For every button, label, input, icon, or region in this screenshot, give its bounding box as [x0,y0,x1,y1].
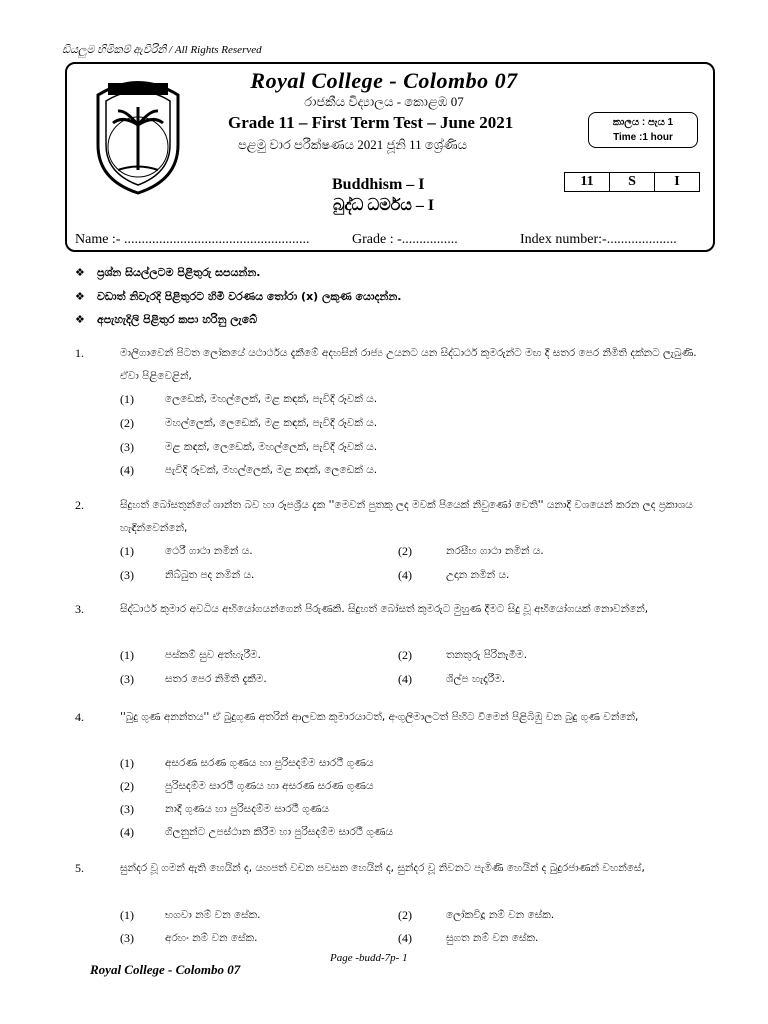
option-number: (2) [398,544,412,558]
question-text: සුන්දර වූ ගමන් ඇති හෙයින් ද, යහපත් වචන පවසන හෙයින් ද, සුන්දර වූ නිවනට පැමිණි හෙයින් ද බුදුරජාණන් වහන්සේ, [120,862,645,874]
option-number: (2) [120,416,134,430]
option-text[interactable]: නිබ්බුත පද නමින් ය. [165,569,255,581]
option-text[interactable]: ගිලනුන්ට උපස්ථාන කිරීම හා පුරිසදම්ම සාරථී ගුණය [165,826,394,838]
option-text[interactable]: සුගත නම් වන සේක. [446,932,539,944]
question-number: 5. [75,861,84,875]
question-text: සිදුහත් බෝසතුන්ගේ ශාන්ත බව හා රූපශ්‍රීය දැක ''මෙවන් පුතකු ලද මවක් පියෙක් නිවුණෝ වෙති'' යනාදි වශයෙන් කරන ලද ප්‍රකාශය හැඳින්වෙන්නේ, [120,499,693,534]
code-cell: I [654,173,699,191]
question-text: සිද්ධාර්ථ කුමාර අවධිය අභියෝගයන්ගෙන් පිරුණකි. සිදුහත් බෝසත් කුමරුට මුහුණ දීමට සිදු වූ අභියෝගයක් නොවන්නේ, [120,603,649,615]
exam-title: Grade 11 – First Term Test – June 2021 [228,113,514,132]
grade-field[interactable]: Grade : -................ [352,232,458,247]
rights-notice: ඩියලුම හිමිකම් ඇවිරිනි / All Rights Reserved [62,44,262,56]
option-text[interactable]: අරහං නම් වන සේක. [165,932,258,944]
option-text[interactable]: ථෙරී ගාථා නමින් ය. [165,545,253,557]
option-number: (1) [120,908,134,922]
instruction-item [75,290,401,304]
instruction-text: වඩාත් නිවැරදි පිළිතුරට හිමි වරණය තෝරා (x) ලකුණ යොදන්න. [97,290,402,303]
option-text[interactable]: ශිල්ප හැදෑරීම. [446,673,506,685]
school-name-sinhala: රාජකීය විද්‍යාලය - කොළඹ 07 [304,94,464,109]
option-number: (4) [398,931,412,945]
school-name: Royal College - Colombo 07 [250,68,518,93]
option-number: (4) [120,463,134,477]
option-text[interactable]: ලෝකවිදූ නම් වන සේක. [446,909,555,921]
question-number: 4. [75,710,84,724]
option-number: (3) [120,440,134,454]
instruction-text: අපැහැදිලි පිළිතුර කපා හරිනු ලැබේ [97,313,258,326]
option-number: (2) [120,779,134,793]
option-text[interactable]: මළ කඳක්, ලෙඩෙක්, මහල්ලෙක්, පැවිදි රූවක් ය. [165,441,378,453]
time-sinhala: කාලය : පැය 1 [612,117,674,128]
time-english: Time :1 hour [613,132,673,143]
instruction-text: ප්‍රශ්න සියල්ලටම පිළිතුරු සපයන්න. [97,266,261,279]
option-text[interactable]: නාදී ගුණය හා පුරිසදම්ම සාරථී ගුණය [165,803,329,815]
subject-title: Buddhism – I [332,176,425,193]
option-number: (4) [398,568,412,582]
code-cell: S [609,173,654,191]
page-number: Page -budd-7p- 1 [330,952,408,964]
instruction-item [75,313,257,327]
diamond-bullet-icon: ❖ [75,313,85,326]
option-text[interactable]: මහල්ලෙක්, ලෙඩෙක්, මළ කඳක්, පැවිදි රූවක් ය. [165,417,378,429]
subject-title-sinhala: බුද්ධ ධර්මය – I [333,197,435,214]
diamond-bullet-icon: ❖ [75,266,85,279]
option-text[interactable]: අසරණ සරණ ගුණය හා පුරිසදම්ම සාරථී ගුණය [165,757,374,769]
option-text[interactable]: උදාන නමින් ය. [446,569,510,581]
question-text: ''බුදු ගුණ අනන්තය'' ඒ බුදුගුණ අතරින් ආලවක කුමාරයාටත්, අංගුලිමාලටත් පිහිට වීමෙන් පිළිබිඹු වන බුදු ගුණ වන්නේ, [120,711,639,723]
option-number: (1) [120,756,134,770]
option-text[interactable]: පැවිදි රූවක්, මහල්ලෙක්, මළ කඳක්, ලෙඩෙක් ය. [165,464,378,476]
option-number: (4) [120,825,134,839]
instruction-item [75,266,260,280]
option-number: (1) [120,648,134,662]
code-cell: 11 [580,174,594,189]
footer-school-name: Royal College - Colombo 07 [90,962,241,977]
option-number: (3) [120,672,134,686]
option-text[interactable]: තනතුරු පිරිනැමීම. [446,649,528,661]
diamond-bullet-icon: ❖ [75,290,85,303]
question-number: 3. [75,602,84,616]
option-number: (3) [120,931,134,945]
option-text[interactable]: පස්කම් සුව අත්හැරීම. [165,649,261,661]
time-box [588,112,698,148]
option-number: (1) [120,392,134,406]
option-number: (2) [398,648,412,662]
paper-code-box [564,172,700,192]
option-number: (3) [120,568,134,582]
option-text[interactable]: නරසීහ ගාථා නමින් ය. [446,545,544,557]
option-text[interactable]: සතර පෙර නිමිති දැකීම. [165,673,267,685]
question-text: මාලිගාවෙන් පිටත ලෝකයේ යථාර්ථය දැකීමේ අදහසින් රාජ්‍ය උයනට යන සිද්ධාර්ථ කුමරුන්ට මඟ දී සතර පෙර නිමිති දක්නට ලැබුණි. ඒවා පිළිවෙළින්, [120,347,697,382]
index-number-field[interactable]: Index number:-.................... [520,232,677,247]
option-number: (4) [398,672,412,686]
question-number: 1. [75,346,84,360]
option-number: (1) [120,544,134,558]
exam-title-sinhala: පළමු වාර පරීක්ෂණය 2021 ජූනි 11 ශ්‍රේණිය [238,137,467,152]
option-text[interactable]: පුරිසදම්ම සාරථී ගුණය හා අසරණ සරණ ගුණය [165,780,374,792]
name-field[interactable]: Name :- ..................................................... [75,232,310,247]
option-text[interactable]: ලෙඩෙක්, මහල්ලෙක්, මළ කඳක්, පැවිදි රූවක් ය. [165,393,378,405]
option-number: (2) [398,908,412,922]
option-number: (3) [120,802,134,816]
option-text[interactable]: භගවා නම් වන සේක. [165,909,261,921]
question-number: 2. [75,498,84,512]
